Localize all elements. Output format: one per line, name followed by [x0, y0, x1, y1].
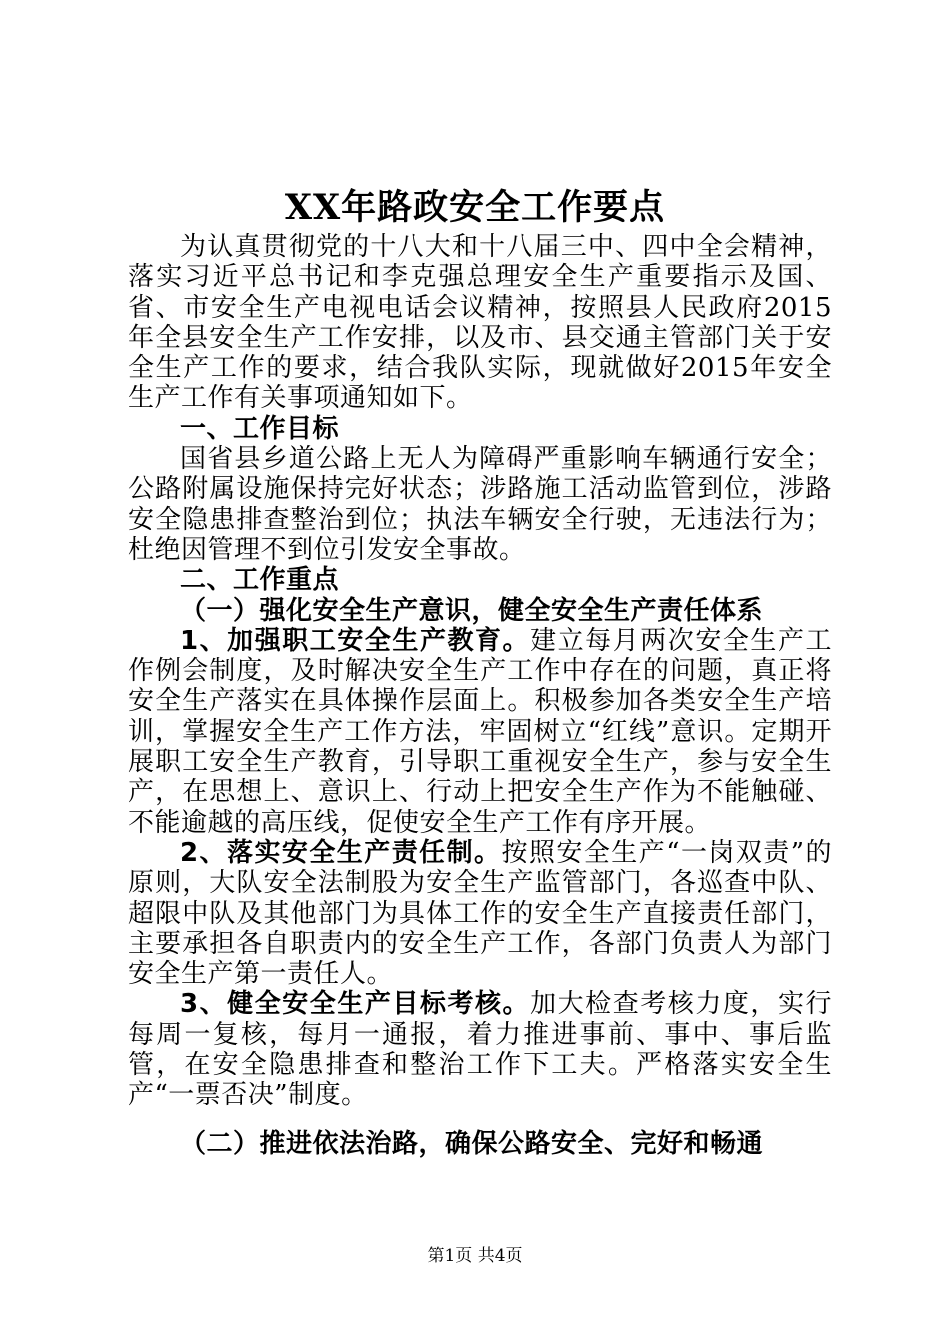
- subsection-heading-1: （一）强化安全生产意识，健全安全生产责任体系: [180, 595, 764, 626]
- page-number-footer: 第1页 共4页: [427, 1246, 523, 1266]
- item-text-1: 建立每月两次安全生产工作例会制度，及时解决安全生产工作中存在的问题，真正将安全生产落实在具体操作层面上。积极参加各类安全生产培训，掌握安全生产工作方法，牢固树立“红线”意识。定期开展职工安全生产教育，引导职工重视安全生产，参与安全生产，在思想上、意识上、行动上把安全生产作为不能触碰、不能逾越的高压线，促使安全生产工作有序开展。: [128, 625, 832, 838]
- item-lead-2: 2、落实安全生产责任制。: [180, 837, 502, 868]
- document-title: XX年路政安全工作要点: [284, 187, 666, 228]
- item-paragraph-1: [128, 626, 832, 838]
- document-body: [128, 232, 832, 1159]
- intro-paragraph: 为认真贯彻党的十八大和十八届三中、四中全会精神，落实习近平总书记和李克强总理安全生产重要指示及国、省、市安全生产电视电话会议精神，按照县人民政府2015年全县安全生产工作安排，以及市、县交通主管部门关于安全生产工作的要求，结合我队实际，现就做好2015年安全生产工作有关事项通知如下。: [128, 232, 832, 414]
- item-text-3: 加大检查考核力度，实行每周一复核，每月一通报，着力推进事前、事中、事后监管，在安全隐患排查和整治工作下工夫。严格落实安全生产“一票否决”制度。: [128, 989, 832, 1111]
- subsection-heading-2: （二）推进依法治路，确保公路安全、完好和畅通: [180, 1128, 764, 1159]
- item-paragraph-3: [128, 989, 832, 1110]
- item-lead-1: 1、加强职工安全生产教育。: [180, 625, 531, 656]
- item-paragraph-2: [128, 838, 832, 989]
- goals-paragraph: 国省县乡道公路上无人为障碍严重影响车辆通行安全；公路附属设施保持完好状态；涉路施工活动监管到位，涉路安全隐患排查整治到位；执法车辆安全行驶，无违法行为；杜绝因管理不到位引发安全事故。: [128, 444, 832, 565]
- item-text-2: 按照安全生产“一岗双责”的原则，大队安全法制股为安全生产监管部门，各巡查中队、超限中队及其他部门为具体工作的安全生产直接责任部门，主要承担各自职责内的安全生产工作，各部门负责人为部门安全生产第一责任人。: [128, 837, 832, 990]
- section-heading-goals: 一、工作目标: [180, 413, 340, 444]
- section-heading-priorities: 二、工作重点: [180, 565, 340, 596]
- item-lead-3: 3、健全安全生产目标考核。: [180, 989, 531, 1020]
